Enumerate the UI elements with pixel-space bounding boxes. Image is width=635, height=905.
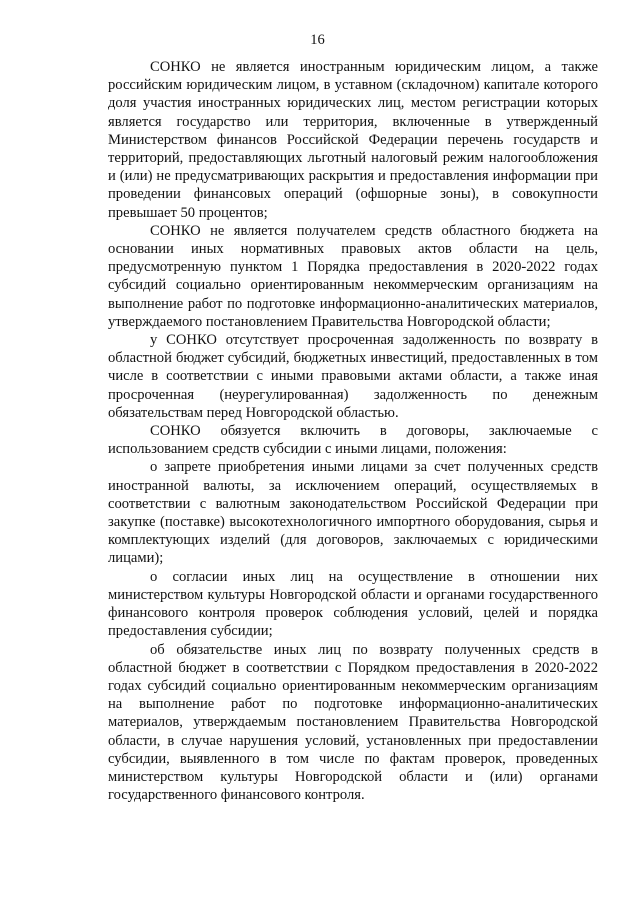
page-number: 16	[310, 32, 325, 48]
paragraph-refund-obligation: об обязательстве иных лиц по возврату полученных средств в областной бюджет в соответствии с Порядком предоставления в 2020-2022 годах субсидий социально ориентированным некоммерческим организациям на выполнение работ по подготовке информационно-аналитических материалов, утверждаемым постановлением Правительства Новгородской области, в случае нарушения условий, установленных при предоставлении субсидии, выявленного в том числе по фактам проверок, проведенных министерством культуры Новгородской области и (или) органами государственного финансового контроля.	[108, 641, 598, 804]
paragraph-consent-to-inspections: о согласии иных лиц на осуществление в отношении них министерством культуры Новгородской области и органами государственного финансового контроля проверок соблюдения условий, целей и порядка предоставления субсидии;	[108, 568, 598, 640]
paragraph-contract-provisions: СОНКО обязуется включить в договоры, заключаемые с использованием средств субсидии с иными лицами, положения:	[108, 423, 598, 458]
body-text	[108, 58, 598, 804]
paragraph-sonko-not-foreign: СОНКО не является иностранным юридическим лицом, а также российским юридическим лицом, в уставном (складочном) капитале которого доля участия иностранных юридических лиц, местом регистрации которых является государство или территория, включенные в утвержденный Министерством финансов Российской Федерации перечень государств и территорий, предоставляющих льготный налоговый режим налогообложения и (или) не предусматривающих раскрытия и предоставления информации при проведении финансовых операций (офшорные зоны), в совокупности превышает 50 процентов;	[108, 59, 598, 221]
paragraph-currency-ban: о запрете приобретения иными лицами за счет полученных средств иностранной валюты, за исключением операций, осуществляемых в соответствии с валютным законодательством Российской Федерации при закупке (поставке) высокотехнологичного импортного оборудования, сырья и комплектующих изделий (для договоров, заключаемых с юридическими лицами);	[108, 459, 598, 567]
paragraph-sonko-not-recipient: СОНКО не является получателем средств областного бюджета на основании иных нормативных правовых актов области на цель, предусмотренную пунктом 1 Порядка предоставления в 2020-2022 годах субсидий социально ориентированным некоммерческим организациям на выполнение работ по подготовке информационно-аналитических материалов, утверждаемого постановлением Правительства Новгородской области;	[108, 222, 598, 330]
paragraph-no-overdue-debt: у СОНКО отсутствует просроченная задолженность по возврату в областной бюджет субсидий, бюджетных инвестиций, предоставленных в том числе в соответствии с иными правовыми актами области, а также иная просроченная (неурегулированная) задолженность по денежным обязательствам перед Новгородской областью.	[108, 332, 598, 421]
